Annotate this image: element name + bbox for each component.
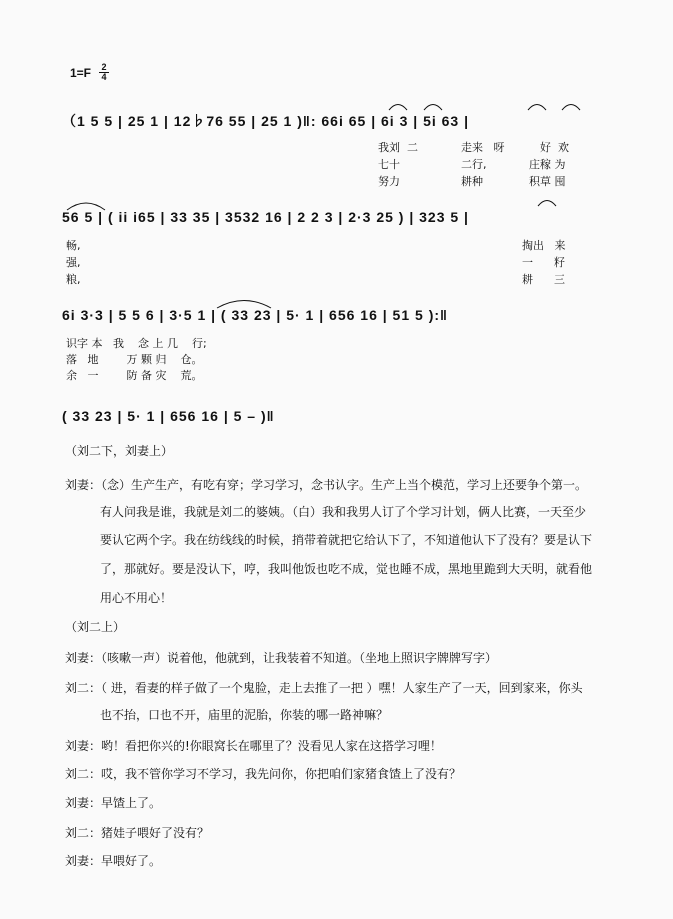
slur-5 [66, 199, 106, 211]
dialogue-line: 刘二：猪娃子喂好了没有？ [65, 826, 210, 840]
lyric-2b: 二行, [461, 158, 487, 171]
notation-line-1: （1 5 5 | 25 1 | 12♭76 55 | 25 1 )‖: 66i 65 | 6i 3 | 5i 63 | [62, 113, 470, 129]
lyric-1a: 我刘 二 [378, 141, 418, 154]
lyric-3a: 努力 [378, 175, 400, 188]
lyric-2a: 七十 [378, 158, 400, 171]
stage-direction-2: （刘二上） [65, 620, 126, 634]
lyric-9: 余 一 防 备 灾 荒。 [66, 369, 203, 382]
lyric-6a: 粮, [66, 273, 81, 286]
key-signature: 1=F [70, 66, 92, 80]
notation-line-2: 56 5 | ( ii i65 | 33 35 | 3532 16 | 2 2 3 | 2·3 25 ) | 323 5 | [62, 209, 469, 225]
lyric-3c: 积草 囤 [529, 175, 566, 188]
lyric-4a: 畅, [66, 239, 81, 252]
lyric-5a: 强, [66, 256, 81, 269]
stage-direction-1: （刘二下，刘妻上） [65, 444, 174, 458]
slur-6 [537, 197, 557, 207]
lyric-6b: 耕 三 [522, 273, 565, 286]
lyric-8: 落 地 万 颗 归 仓。 [66, 353, 203, 366]
time-top: 2 [101, 62, 107, 72]
dialogue-line: 也不抬，口也不开，庙里的泥胎，你装的哪一路神嘛？ [100, 708, 389, 722]
notation-line-3: 6i 3·3 | 5 5 6 | 3·5 1 | ( 33 23 | 5· 1 | 656 16 | 51 5 ):‖ [62, 307, 448, 323]
dialogue-line: 刘二：（ 进，看妻的样子做了一个鬼脸，走上去推了一把 ）嘿！人家生产了一天，回到家来，你头 [65, 681, 583, 695]
dialogue-line: 刘妻：早馇上了。 [65, 796, 162, 810]
dialogue-line: 刘妻：早喂好了。 [65, 854, 162, 868]
time-bottom: 4 [101, 72, 107, 82]
slur-4 [561, 101, 581, 111]
dialogue-line: 了，那就好。要是没认下，哼，我叫他饭也吃不成，觉也睡不成，黑地里跪到大天明，就看他 [100, 562, 593, 576]
dialogue-line: 刘妻：（念）生产生产，有吃有穿；学习学习，念书认字。生产上当个模范，学习上还要争个第一。 [65, 478, 588, 492]
lyric-5b: 一 籽 [522, 256, 565, 269]
dialogue-line: 刘二：哎，我不管你学习不学习，我先问你，你把咱们家猪食馇上了没有？ [65, 767, 462, 781]
lyric-3b: 耕种 [461, 175, 483, 188]
lyric-1c: 好 欢 [540, 141, 569, 154]
dialogue-line: 用心不用心！ [100, 591, 173, 605]
dialogue-line: 刘妻：（咳嗽一声）说着他，他就到，让我装着不知道。（坐地上照识字牌牌写字） [65, 651, 498, 665]
lyric-7: 识字 本 我 念 上 几 行; [66, 337, 207, 350]
lyric-4b: 掏出 来 [522, 239, 566, 252]
slur-1 [388, 101, 408, 111]
slur-7 [216, 297, 272, 309]
dialogue-line: 刘妻：哟！看把你兴的!你眼窝长在哪里了？没看见人家在这搭学习哩！ [65, 739, 442, 753]
lyric-1b: 走来 呀 [461, 141, 505, 154]
dialogue-line: 要认它两个字。我在纺线线的时候，捎带着就把它给认下了，不知道他认下了没有？要是认下 [100, 533, 593, 547]
slur-2 [423, 101, 443, 111]
time-signature [99, 63, 109, 82]
notation-line-4: ( 33 23 | 5· 1 | 656 16 | 5 – )‖ [62, 408, 275, 424]
dialogue-line: 有人问我是谁，我就是刘二的婆姨。（白）我和我男人订了个学习计划，俩人比赛，一天至少 [100, 505, 587, 519]
lyric-2c: 庄稼 为 [529, 158, 566, 171]
slur-3 [527, 101, 547, 111]
